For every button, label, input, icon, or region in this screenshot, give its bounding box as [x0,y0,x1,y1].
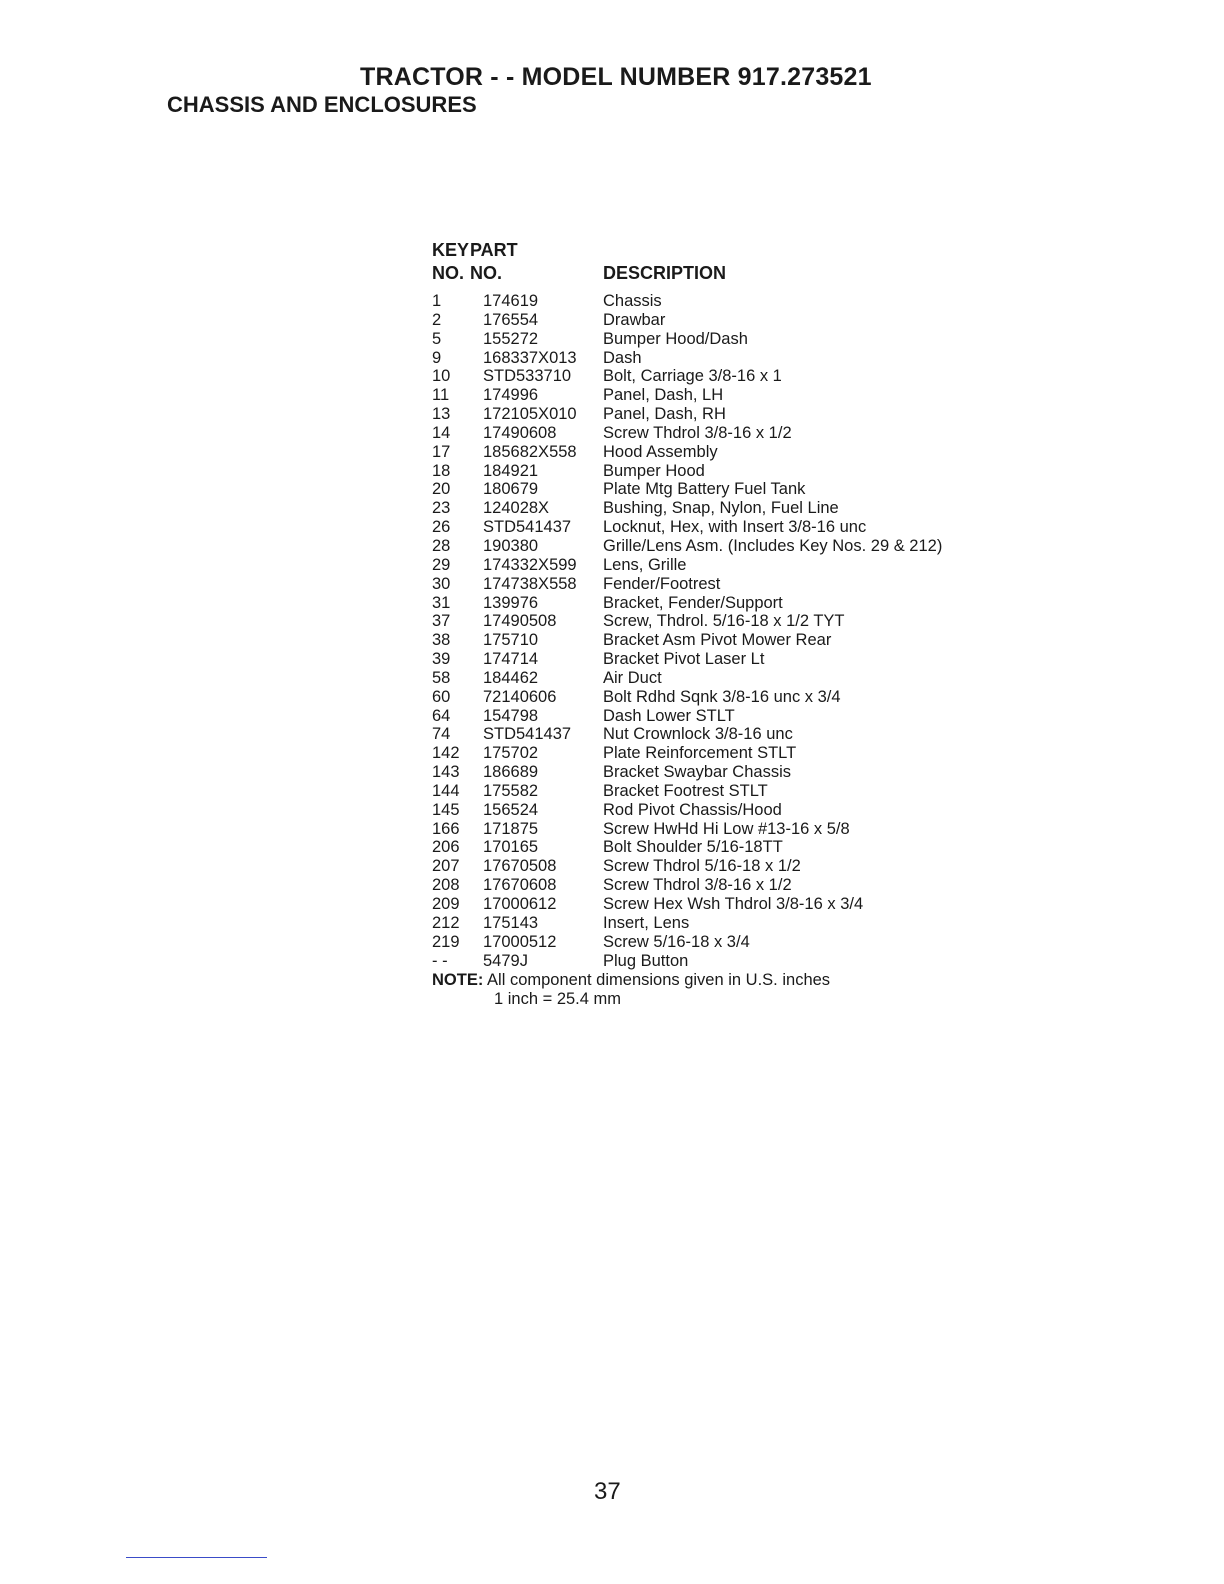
part-header-line1: PART [470,240,518,260]
part-number: 184921 [483,461,539,480]
part-number: 17490508 [483,612,557,631]
table-row [432,443,992,462]
part-number: 180679 [483,480,539,499]
part-description: Panel, Dash, RH [603,405,726,424]
table-row [432,820,992,839]
part-description: Hood Assembly [603,442,718,461]
key-number: 20 [432,480,451,499]
part-number: 17670608 [483,876,557,895]
part-description: Rod Pivot Chassis/Hood [603,800,782,819]
part-description: Panel, Dash, LH [603,386,724,405]
table-row [432,575,992,594]
key-number: 37 [432,612,451,631]
part-description: Bracket Asm Pivot Mower Rear [603,631,832,650]
page-number: 37 [594,1478,621,1505]
part-description: Bolt Shoulder 5/16-18TT [603,838,783,857]
part-number: STD541437 [483,725,572,744]
page-title: TRACTOR - - MODEL NUMBER 917.273521 [360,63,872,91]
table-row [432,688,992,707]
note-label: NOTE: [432,971,484,990]
table-row [432,556,992,575]
key-number: 166 [432,819,460,838]
part-description: Bracket Footrest STLT [603,781,768,800]
part-header-line2: NO. [470,263,503,283]
table-row [432,518,992,537]
part-description: Bolt, Carriage 3/8-16 x 1 [603,367,782,386]
key-number: 145 [432,800,460,819]
part-description: Bumper Hood [603,461,705,480]
table-row [432,857,992,876]
part-number: 72140606 [483,687,557,706]
key-header-line1: KEY [432,240,470,260]
table-row [432,838,992,857]
part-number: 5479J [483,951,528,970]
part-description: Plug Button [603,951,689,970]
part-description: Screw, Thdrol. 5/16-18 x 1/2 TYT [603,612,845,631]
part-number: 175582 [483,781,539,800]
key-number: 209 [432,895,460,913]
part-number: 174738X558 [483,574,577,593]
key-number: 39 [432,650,451,669]
key-number: 10 [432,367,451,386]
key-number: 64 [432,706,451,725]
key-number: 28 [432,536,451,555]
part-number: 174619 [483,292,539,310]
table-row [432,405,992,424]
table-row [432,895,992,914]
table-row [432,424,992,443]
key-number: 208 [432,876,460,895]
part-number: 174996 [483,386,539,405]
part-description: Screw Thdrol 3/8-16 x 1/2 [603,423,792,442]
table-row [432,612,992,631]
key-number: - - [432,951,448,970]
part-number: 175710 [483,631,539,650]
key-number: 1 [432,292,442,310]
part-number: 17670508 [483,857,557,876]
note-line2: 1 inch = 25.4 mm [494,990,622,1009]
key-number: 38 [432,631,451,650]
key-number: 17 [432,442,451,461]
part-description: Plate Reinforcement STLT [603,744,797,763]
part-description: Dash Lower STLT [603,706,735,725]
table-row [432,631,992,650]
key-number: 26 [432,518,451,537]
table-row [432,480,992,499]
part-number: 124028X [483,499,550,518]
part-description: Screw Thdrol 5/16-18 x 1/2 [603,857,801,876]
part-description: Bushing, Snap, Nylon, Fuel Line [603,499,839,518]
key-number: 219 [432,932,460,951]
note-line1: All component dimensions given in U.S. inches [487,971,831,990]
part-number: 17000512 [483,932,557,951]
key-number: 29 [432,555,451,574]
table-row [432,537,992,556]
part-number: 139976 [483,593,539,612]
key-number: 23 [432,499,451,518]
table-row [432,311,992,330]
key-number: 207 [432,857,460,876]
part-description: Bolt Rdhd Sqnk 3/8-16 unc x 3/4 [603,687,841,706]
key-number: 143 [432,763,460,782]
part-description: Grille/Lens Asm. (Includes Key Nos. 29 & 212) [603,536,943,555]
table-row [432,462,992,481]
part-number: 155272 [483,329,539,348]
key-number: 13 [432,405,451,424]
table-row [432,933,992,952]
part-number: 170165 [483,838,539,857]
part-description: Dash [603,348,642,367]
table-row [432,669,992,688]
part-description: Screw Hex Wsh Thdrol 3/8-16 x 3/4 [603,895,864,913]
key-number: 142 [432,744,460,763]
part-description: Plate Mtg Battery Fuel Tank [603,480,806,499]
part-description: Screw HwHd Hi Low #13-16 x 5/8 [603,819,850,838]
part-description: Chassis [603,292,662,310]
part-description: Screw Thdrol 3/8-16 x 1/2 [603,876,792,895]
key-number: 74 [432,725,451,744]
parts-list [432,240,992,1009]
part-number: 154798 [483,706,539,725]
part-number: 176554 [483,310,539,329]
part-number: 174332X599 [483,555,577,574]
part-number: 171875 [483,819,539,838]
table-row [432,594,992,613]
part-number: 190380 [483,536,539,555]
description-header: DESCRIPTION [603,263,727,283]
part-description: Bracket, Fender/Support [603,593,783,612]
part-description: Bracket Swaybar Chassis [603,763,791,782]
part-number: 174714 [483,650,539,669]
table-row [432,386,992,405]
key-number: 2 [432,310,442,329]
part-number: 156524 [483,800,539,819]
table-row [432,367,992,386]
key-number: 58 [432,668,451,687]
part-number: 17490608 [483,423,557,442]
table-row [432,763,992,782]
part-number: STD541437 [483,518,572,537]
table-row [432,782,992,801]
table-row [432,725,992,744]
part-number: 168337X013 [483,348,577,367]
footer-divider [126,1557,267,1558]
table-row [432,744,992,763]
part-description: Drawbar [603,310,666,329]
parts-list-header [432,240,992,292]
part-description: Lens, Grille [603,555,687,574]
table-row [432,914,992,933]
table-row [432,292,992,311]
part-number: 17000612 [483,895,557,913]
part-description: Fender/Footrest [603,574,721,593]
key-number: 11 [432,386,450,405]
part-description: Air Duct [603,668,662,687]
part-number: 184462 [483,668,539,687]
table-row [432,707,992,726]
part-description: Bracket Pivot Laser Lt [603,650,765,669]
part-number: 186689 [483,763,539,782]
part-description: Insert, Lens [603,913,690,932]
table-row [432,330,992,349]
key-number: 60 [432,687,451,706]
part-number: 185682X558 [483,442,577,461]
key-number: 206 [432,838,460,857]
table-row [432,801,992,820]
part-number: 175143 [483,913,539,932]
part-number: STD533710 [483,367,572,386]
key-header-line2: NO. [432,263,465,283]
parts-list-rows [432,292,992,970]
part-description: Screw 5/16-18 x 3/4 [603,932,750,951]
key-number: 18 [432,461,451,480]
table-row [432,952,992,971]
key-number: 212 [432,913,460,932]
part-number: 172105X010 [483,405,577,424]
table-row [432,499,992,518]
part-description: Nut Crownlock 3/8-16 unc [603,725,793,744]
key-number: 30 [432,574,451,593]
part-description: Bumper Hood/Dash [603,329,748,348]
key-number: 9 [432,348,442,367]
table-row [432,650,992,669]
table-row [432,876,992,895]
table-row [432,349,992,368]
part-description: Locknut, Hex, with Insert 3/8-16 unc [603,518,867,537]
note [432,971,992,1009]
section-title: CHASSIS AND ENCLOSURES [167,92,477,117]
key-number: 144 [432,781,460,800]
part-number: 175702 [483,744,539,763]
key-number: 5 [432,329,442,348]
key-number: 14 [432,423,451,442]
key-number: 31 [432,593,451,612]
